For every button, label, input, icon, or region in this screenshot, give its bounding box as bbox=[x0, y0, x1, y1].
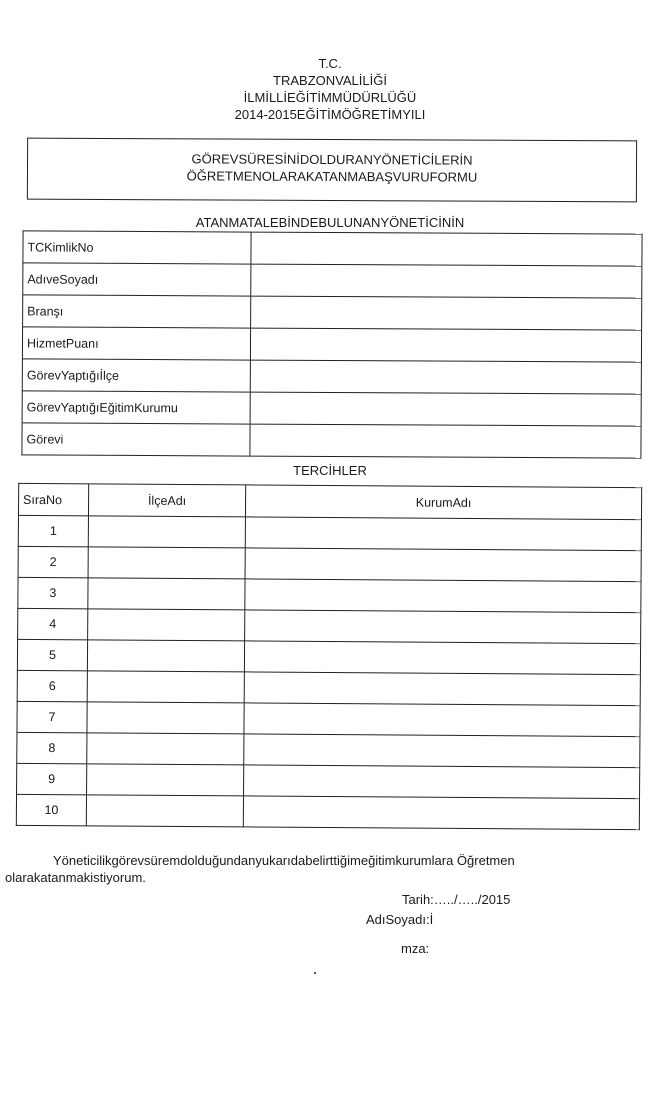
institution-field[interactable] bbox=[244, 672, 640, 706]
district-field[interactable] bbox=[88, 578, 245, 610]
district-field[interactable] bbox=[87, 733, 244, 765]
info-value-field[interactable] bbox=[250, 392, 641, 426]
header-directorate: İLMİLLİEĞİTİMMÜDÜRLÜĞÜ bbox=[243, 90, 417, 105]
preference-number: 2 bbox=[18, 546, 88, 577]
applicant-info-table bbox=[21, 230, 642, 458]
header-tc: T.C. bbox=[318, 56, 342, 71]
info-label: TCKimlikNo bbox=[23, 231, 251, 264]
info-value-field[interactable] bbox=[250, 424, 641, 458]
preference-row bbox=[17, 701, 640, 736]
form-title-line1: GÖREVSÜRESİNİDOLDURANYÖNETİCİLERİN bbox=[191, 151, 473, 168]
declaration-line2: olarakatanmakistiyorum. bbox=[5, 870, 146, 885]
preference-row bbox=[17, 639, 640, 674]
district-field[interactable] bbox=[87, 702, 244, 734]
info-value-field[interactable] bbox=[251, 264, 642, 298]
form-title-box bbox=[27, 138, 637, 203]
scan-dot bbox=[314, 972, 316, 974]
preference-number: 10 bbox=[16, 794, 86, 825]
info-row bbox=[22, 391, 641, 426]
institution-field[interactable] bbox=[244, 703, 640, 737]
preference-row bbox=[17, 670, 640, 705]
institution-field[interactable] bbox=[245, 548, 641, 582]
preference-number: 9 bbox=[17, 763, 87, 794]
header-governorship: TRABZONVALİLİĞİ bbox=[273, 73, 387, 88]
info-section-heading: ATANMATALEBİNDEBULUNANYÖNETİCİNİN bbox=[195, 215, 465, 230]
preference-row bbox=[18, 608, 641, 643]
preference-row bbox=[17, 763, 640, 798]
preference-row bbox=[16, 794, 639, 829]
preference-number: 3 bbox=[18, 577, 88, 608]
district-field[interactable] bbox=[86, 795, 243, 827]
info-row bbox=[23, 295, 642, 330]
preference-number: 6 bbox=[17, 670, 87, 701]
institution-field[interactable] bbox=[244, 765, 640, 799]
info-label: HizmetPuanı bbox=[22, 327, 250, 360]
info-row bbox=[22, 327, 641, 362]
preference-row bbox=[18, 577, 641, 612]
district-field[interactable] bbox=[87, 764, 244, 796]
info-label: GörevYaptığıİlçe bbox=[22, 359, 250, 392]
district-field[interactable] bbox=[87, 671, 244, 703]
district-field[interactable] bbox=[88, 547, 245, 579]
institution-field[interactable] bbox=[243, 796, 639, 830]
info-label: AdıveSoyadı bbox=[23, 263, 251, 296]
info-label: GörevYaptığıEğitimKurumu bbox=[22, 391, 250, 424]
preferences-heading: TERCİHLER bbox=[293, 463, 367, 478]
signature-sign: mza: bbox=[401, 941, 430, 956]
info-row bbox=[23, 231, 642, 266]
preference-row bbox=[17, 732, 640, 767]
info-value-field[interactable] bbox=[250, 328, 641, 362]
preference-row bbox=[18, 546, 641, 581]
info-row bbox=[22, 359, 641, 394]
institution-field[interactable] bbox=[245, 610, 641, 644]
institution-field[interactable] bbox=[245, 517, 641, 551]
institution-field[interactable] bbox=[245, 579, 641, 613]
column-header-district: İlçeAdı bbox=[88, 484, 245, 517]
info-label: Branşı bbox=[23, 295, 251, 328]
district-field[interactable] bbox=[88, 609, 245, 641]
column-header-no: SıraNo bbox=[18, 483, 88, 515]
preferences-header-row bbox=[18, 483, 641, 519]
info-label: Görevi bbox=[22, 423, 250, 456]
preference-number: 1 bbox=[18, 515, 88, 546]
info-value-field[interactable] bbox=[251, 296, 642, 330]
preference-number: 8 bbox=[17, 732, 87, 763]
district-field[interactable] bbox=[88, 516, 245, 548]
preferences-table bbox=[16, 483, 642, 830]
institution-field[interactable] bbox=[244, 734, 640, 768]
info-row bbox=[22, 423, 641, 458]
preference-number: 5 bbox=[17, 639, 87, 670]
preference-number: 7 bbox=[17, 701, 87, 732]
preference-number: 4 bbox=[18, 608, 88, 639]
info-row bbox=[23, 263, 642, 298]
preference-row bbox=[18, 515, 641, 550]
info-value-field[interactable] bbox=[251, 232, 642, 266]
signature-date: Tarih:…../…../2015 bbox=[402, 892, 511, 907]
institution-field[interactable] bbox=[244, 641, 640, 675]
info-value-field[interactable] bbox=[250, 360, 641, 394]
signature-name: AdıSoyadı:İ bbox=[366, 912, 434, 927]
column-header-institution: KurumAdı bbox=[245, 485, 641, 520]
declaration-line1: Yöneticilikgörevsüremdolduğundanyukarıdabelirttiğimeğitimkurumlara Öğretmen bbox=[53, 853, 515, 868]
header-academic-year: 2014-2015EĞİTİMÖĞRETİMYILI bbox=[234, 107, 426, 122]
district-field[interactable] bbox=[87, 640, 244, 672]
form-title-line2: ÖĞRETMENOLARAKATANMABAŞVURUFORMU bbox=[186, 168, 478, 185]
